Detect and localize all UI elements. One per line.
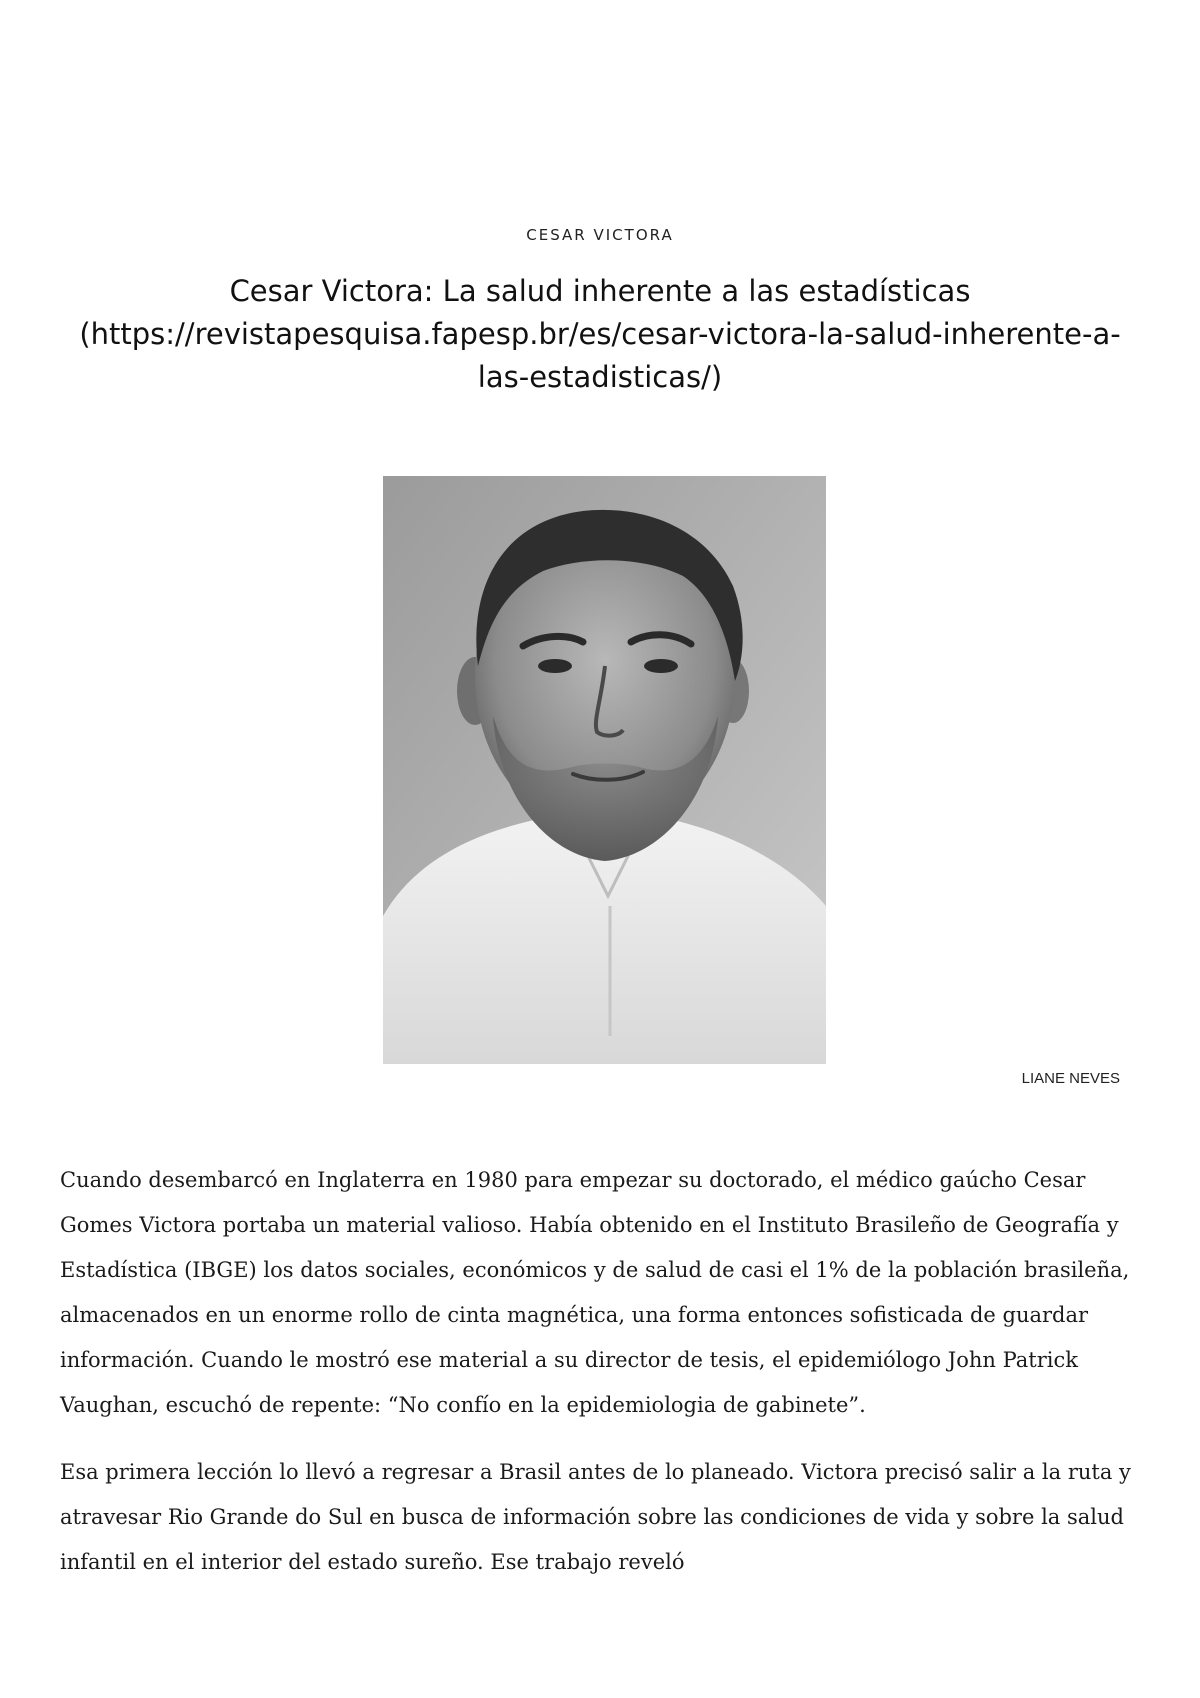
article-kicker: CESAR VICTORA <box>526 226 674 244</box>
paragraph: Cuando desembarcó en Inglaterra en 1980 para empezar su doctorado, el médico gaúcho Cesar Gomes Victora portaba un material valioso. Había obtenido en el Instituto Brasileño de Geografía y Estadística (IBGE) los datos sociales, económicos y de salud de casi el 1% de la población brasileña, almacenados en un enorme rollo de cinta magnética, una forma entonces sofisticada de guardar información. Cuando le mostró ese material a su director de tesis, el epidemiólogo John Patrick Vaughan, escuchó de repente: “No confío en la epidemiologia de gabinete”. <box>60 1168 1130 1417</box>
article-body <box>60 1158 1150 1607</box>
article-title[interactable]: Cesar Victora: La salud inherente a las estadísticas (https://revistapesquisa.fapesp.br/es/cesar-victora-la-salud-inherente-a-las-estadisticas/) <box>79 274 1121 394</box>
portrait-photo <box>383 476 826 1064</box>
photo-credit: LIANE NEVES <box>1021 1070 1120 1087</box>
paragraph: Esa primera lección lo llevó a regresar a Brasil antes de lo planeado. Victora precisó salir a la ruta y atravesar Rio Grande do Sul en busca de información sobre las condiciones de vida y sobre la salud infantil en el interior del estado sureño. Ese trabajo reveló <box>60 1460 1131 1574</box>
